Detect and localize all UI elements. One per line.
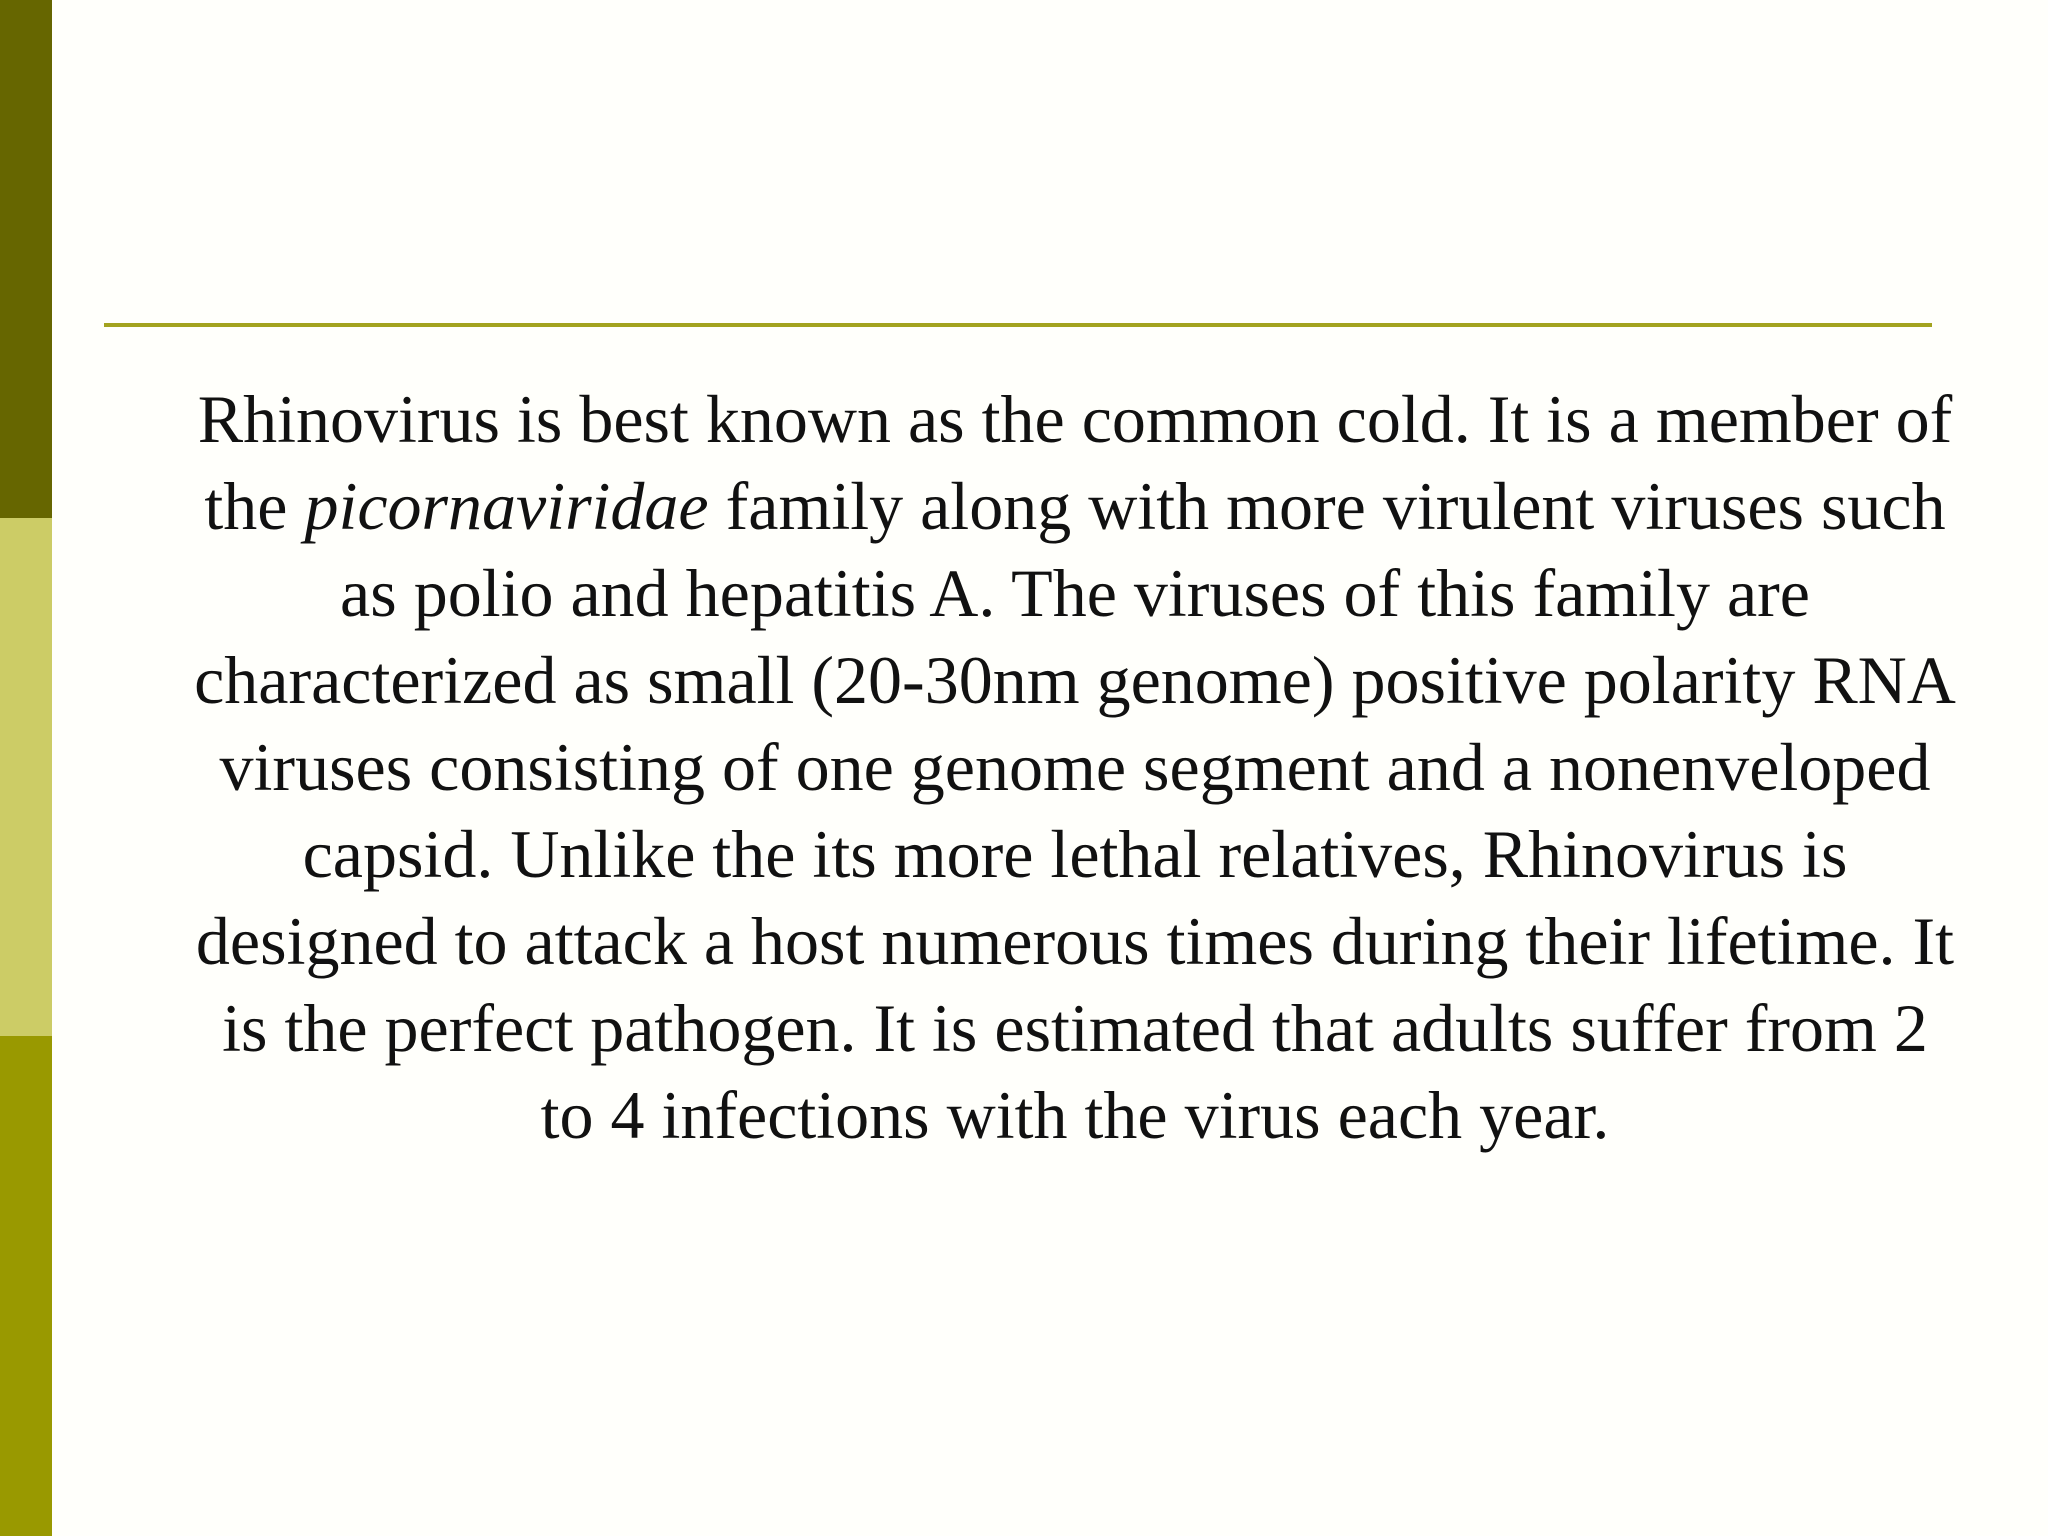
paragraph-text-part-1: Rhinovirus is best known as the common cold. It is a member of the	[197, 381, 1953, 544]
slide-body-paragraph	[190, 376, 1960, 1159]
sidebar-segment-top	[0, 0, 52, 518]
sidebar-segment-middle	[0, 518, 52, 1036]
sidebar-segment-bottom	[0, 1036, 52, 1536]
sidebar-accent	[0, 0, 52, 1536]
paragraph-italic-term: picornaviridae	[304, 468, 709, 544]
title-divider-line	[104, 323, 1932, 327]
paragraph-text-part-2: family along with more virulent viruses such as polio and hepatitis A. The viruses of this family are characterized as small (20-30nm genome) positive polarity RNA viruses consisting of one genome segment and a nonenveloped capsid. Unlike the its more lethal relatives, Rhinovirus is designed to attack a host numerous times during their lifetime. It is the perfect pathogen. It is estimated that adults suffer from 2 to 4 infections with the virus each year.	[194, 468, 1956, 1153]
